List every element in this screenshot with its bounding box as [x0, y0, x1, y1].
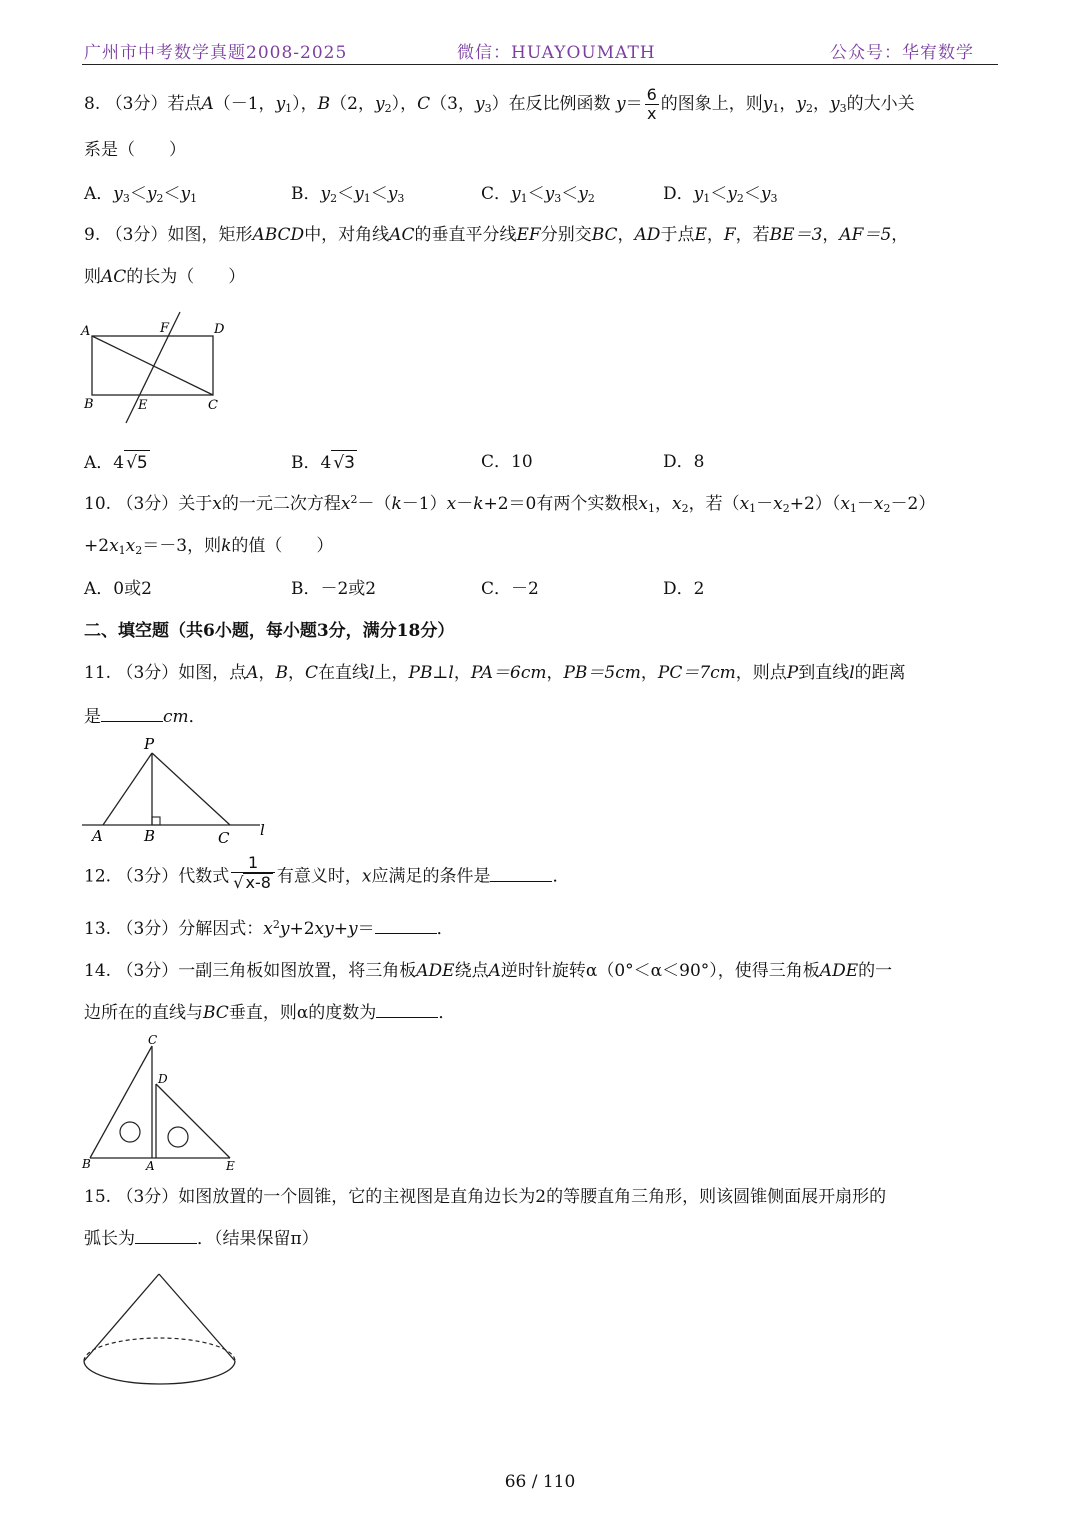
header-left: 广州市中考数学真题2008-2025	[84, 43, 348, 63]
q14-stem: 14. （3分）一副三角板如图放置，将三角板ADE绕点A逆时针旋转α（0°＜α＜90°），使得三角板ADE的一	[84, 961, 893, 981]
q13-stem: 13. （3分）分解因式：$x^2y+2xy+y=$ ．	[84, 918, 454, 939]
q8-fraction: $\frac{6}{x}$	[646, 85, 657, 123]
q9-option-d: D．8	[663, 452, 705, 472]
q14-line2: 边所在的直线与BC垂直，则α的度数为 ．	[84, 1003, 456, 1023]
q12-stem: 12. （3分）代数式 $\frac{1}{√ x-8}$ 有意义时，x应满足的条件是 ．	[84, 853, 570, 892]
q15-figure-cone	[78, 1268, 243, 1393]
q9-option-b: B．4 √3	[291, 450, 357, 475]
header-center: 微信：HUAYOUMATH	[457, 43, 656, 63]
q12-fraction: $\frac{1}{√ x-8}$	[231, 854, 275, 892]
q9-stem: 9. （3分）如图，矩形ABCD中，对角线AC的垂直平分线EF分别交BC，AD于点E，F，若BE＝3，AF＝5，	[84, 225, 909, 245]
label-b: B	[84, 397, 94, 412]
q8-option-b: B．$y_2<y_1<y_3$	[291, 184, 405, 205]
q10-option-d: D．2	[663, 579, 705, 599]
right-angle-mark	[152, 817, 160, 825]
label-c: C	[218, 829, 230, 847]
side-de	[156, 1084, 230, 1158]
diagonal-ac	[92, 336, 213, 395]
cone-left-slant	[84, 1274, 159, 1361]
label-a: A	[81, 324, 91, 339]
cone-base-hidden-arc	[84, 1338, 235, 1361]
q10-option-a: A．0或2	[84, 579, 152, 599]
q10-stem: 10. （3分）关于x的一元二次方程$x^2-(k-1)x-k+2=0$有两个实数根$x_1$，$x_2$，若$(x_1-x_2+2)(x_1-x_2-2)$	[84, 493, 936, 515]
label-b: B	[144, 827, 156, 845]
cone-right-slant	[159, 1274, 235, 1361]
segment-pa	[103, 753, 152, 825]
section-heading-fill-in: 二、填空题（共6小题，每小题3分，满分18分）	[84, 621, 455, 641]
label-c: C	[208, 398, 218, 413]
page-number: 66 / 110	[504, 1472, 576, 1492]
label-a: A	[92, 827, 103, 845]
q10-option-c: C．－2	[481, 579, 539, 599]
header-rule	[82, 64, 998, 65]
q11-line2: 是 cm．	[84, 707, 206, 727]
hole-left-triangle	[120, 1122, 140, 1142]
side-bc	[90, 1046, 152, 1158]
cone-base-front-arc	[84, 1361, 235, 1384]
q14-figure-set-squares	[78, 1032, 248, 1176]
q14-answer-blank[interactable]	[376, 1001, 438, 1018]
q8-option-c: C．$y_1<y_3<y_2$	[481, 184, 595, 205]
q15-stem: 15. （3分）如图放置的一个圆锥，它的主视图是直角边长为2的等腰直角三角形，则该圆锥侧面展开扇形的	[84, 1187, 887, 1207]
q10-line2: $+2x_1x_2=-3$，则k的值（ ）	[84, 536, 334, 557]
q15-answer-blank[interactable]	[135, 1227, 197, 1244]
q8-option-d: D．$y_1<y_2<y_3$	[663, 184, 778, 205]
label-d: D	[158, 1072, 168, 1086]
q12-answer-blank[interactable]	[490, 865, 552, 882]
label-c: C	[148, 1033, 158, 1047]
q11-stem: 11. （3分）如图，点A，B，C在直线l上，PB⊥l，PA＝6cm，PB＝5cm，PC＝7cm，则点P到直线l的距离	[84, 663, 906, 683]
label-b: B	[82, 1157, 91, 1171]
q8-option-a: A．$y_3<y_2<y_1$	[84, 184, 198, 205]
segment-pc	[152, 753, 230, 825]
q9-figure-rectangle	[78, 305, 238, 430]
label-l: l	[260, 821, 265, 839]
label-d: D	[214, 322, 225, 337]
q11-answer-blank[interactable]	[101, 705, 163, 722]
perpendicular-bisector-ef	[126, 312, 180, 423]
label-p: P	[144, 735, 155, 753]
q9-option-c: C．10	[481, 452, 533, 472]
header-right: 公众号：华宥数学	[830, 43, 974, 63]
q11-figure-triangle	[78, 735, 278, 847]
label-e: E	[138, 398, 148, 413]
label-f: F	[160, 321, 170, 336]
q13-answer-blank[interactable]	[375, 917, 437, 934]
q8-stem: 8. （3分）若点A（－1，$y_1$），B（2，$y_2$），C（3，$y_3$）在反比例函数 y＝ $\frac{6}{x}$ 的图象上，则$y_1$，$y_2$，$y_3$的大小关	[84, 85, 915, 123]
q9-option-a: A．4 √5	[84, 450, 150, 475]
label-a: A	[146, 1159, 155, 1173]
q10-option-b: B．－2或2	[291, 579, 377, 599]
q15-line2: 弧长为 ．（结果保留π）	[84, 1229, 319, 1249]
label-e: E	[226, 1159, 235, 1173]
q9-line2: 则AC的长为（ ）	[84, 267, 246, 287]
hole-right-triangle	[168, 1127, 188, 1147]
q8-line2: 系是（ ）	[84, 140, 186, 160]
